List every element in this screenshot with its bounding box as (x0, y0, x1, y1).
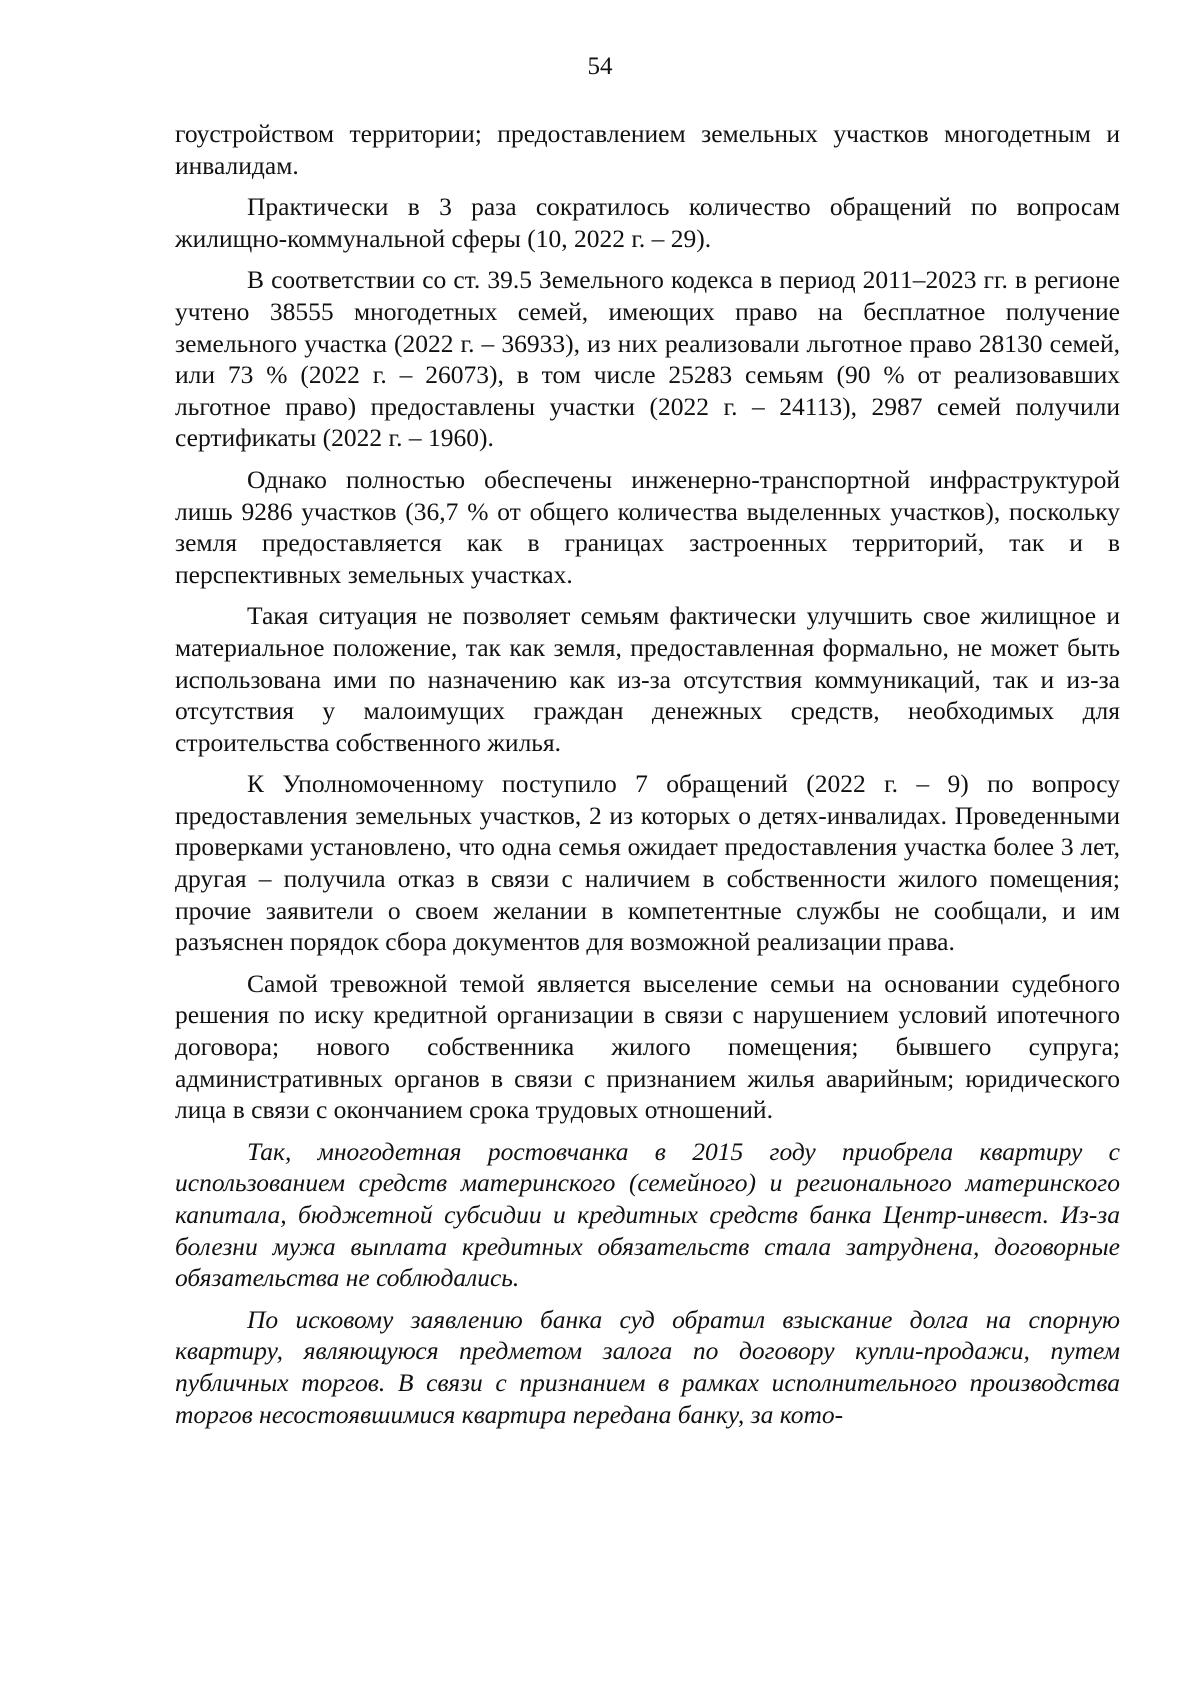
paragraph-continuation: гоустройством территории; предоставлением земельных участков многодетным и инвалидам. (175, 119, 1120, 180)
paragraph-eviction-topic: Самой тревожной темой является выселение семьи на основании судебного решения по иску кредитной организации в связи с нарушением условий ипотечного договора; нового собственника жилого помещения; бывшего супруга; административных органов в связи с признанием жилья аварийным; юридического лица в связи с окончанием срока трудовых отношений. (175, 968, 1120, 1125)
paragraph-case-court: По исковому заявлению банка суд обратил взыскание долга на спорную квартиру, являющуюся предметом залога по договору купли-продажи, путем публичных торгов. В связи с признанием в рамках исполнительного производства торгов несостоявшимися квартира передана банку, за кото- (175, 1304, 1120, 1429)
page-number: 54 (587, 53, 613, 80)
paragraph-infrastructure: Однако полностью обеспечены инженерно-транспортной инфраструктурой лишь 9286 участков (36,7 % от общего количества выделенных участков), поскольку земля предоставляется как в границах застроенных территорий, так и в перспективных земельных участках. (175, 464, 1120, 589)
document-body (175, 118, 1120, 1440)
paragraph-land-code-stats: В соответствии со ст. 39.5 Земельного кодекса в период 2011–2023 гг. в регионе учтено 38555 многодетных семей, имеющих право на бесплатное получение земельного участка (2022 г. – 36933), из них реализовали льготное право 28130 семей, или 73 % (2022 г. – 26073), в том числе 25283 семьям (90 % от реализовавших льготное право) предоставлены участки (2022 г. – 24113), 2987 семей получили сертификаты (2022 г. – 1960). (175, 265, 1120, 453)
paragraph-case-example: Так, многодетная ростовчанка в 2015 году приобрела квартиру с использованием средств материнского (семейного) и регионального материнского капитала, бюджетной субсидии и кредитных средств банка Центр-инвест. Из-за болезни мужа выплата кредитных обязательств стала затруднена, договорные обязательства не соблюдались. (175, 1136, 1120, 1293)
paragraph-ombudsman-appeals: К Уполномоченному поступило 7 обращений (2022 г. – 9) по вопросу предоставления земельных участков, 2 из которых о детях-инвалидах. Проведенными проверками установлено, что одна семья ожидает предоставления участка более 3 лет, другая – получила отказ в связи с наличием в собственности жилого помещения; прочие заявители о своем желании в компетентные службы не сообщали, и им разъяснен порядок сбора документов для возможной реализации права. (175, 769, 1120, 957)
paragraph-situation: Такая ситуация не позволяет семьям фактически улучшить свое жилищное и материальное положение, так как земля, предоставленная формально, не может быть использована ими по назначению как из-за отсутствия коммуникаций, так и из-за отсутствия у малоимущих граждан денежных средств, необходимых для строительства собственного жилья. (175, 601, 1120, 757)
paragraph-housing-appeals: Практически в 3 раза сократилось количество обращений по вопросам жилищно-коммунальной сферы (10, 2022 г. – 29). (175, 192, 1120, 253)
